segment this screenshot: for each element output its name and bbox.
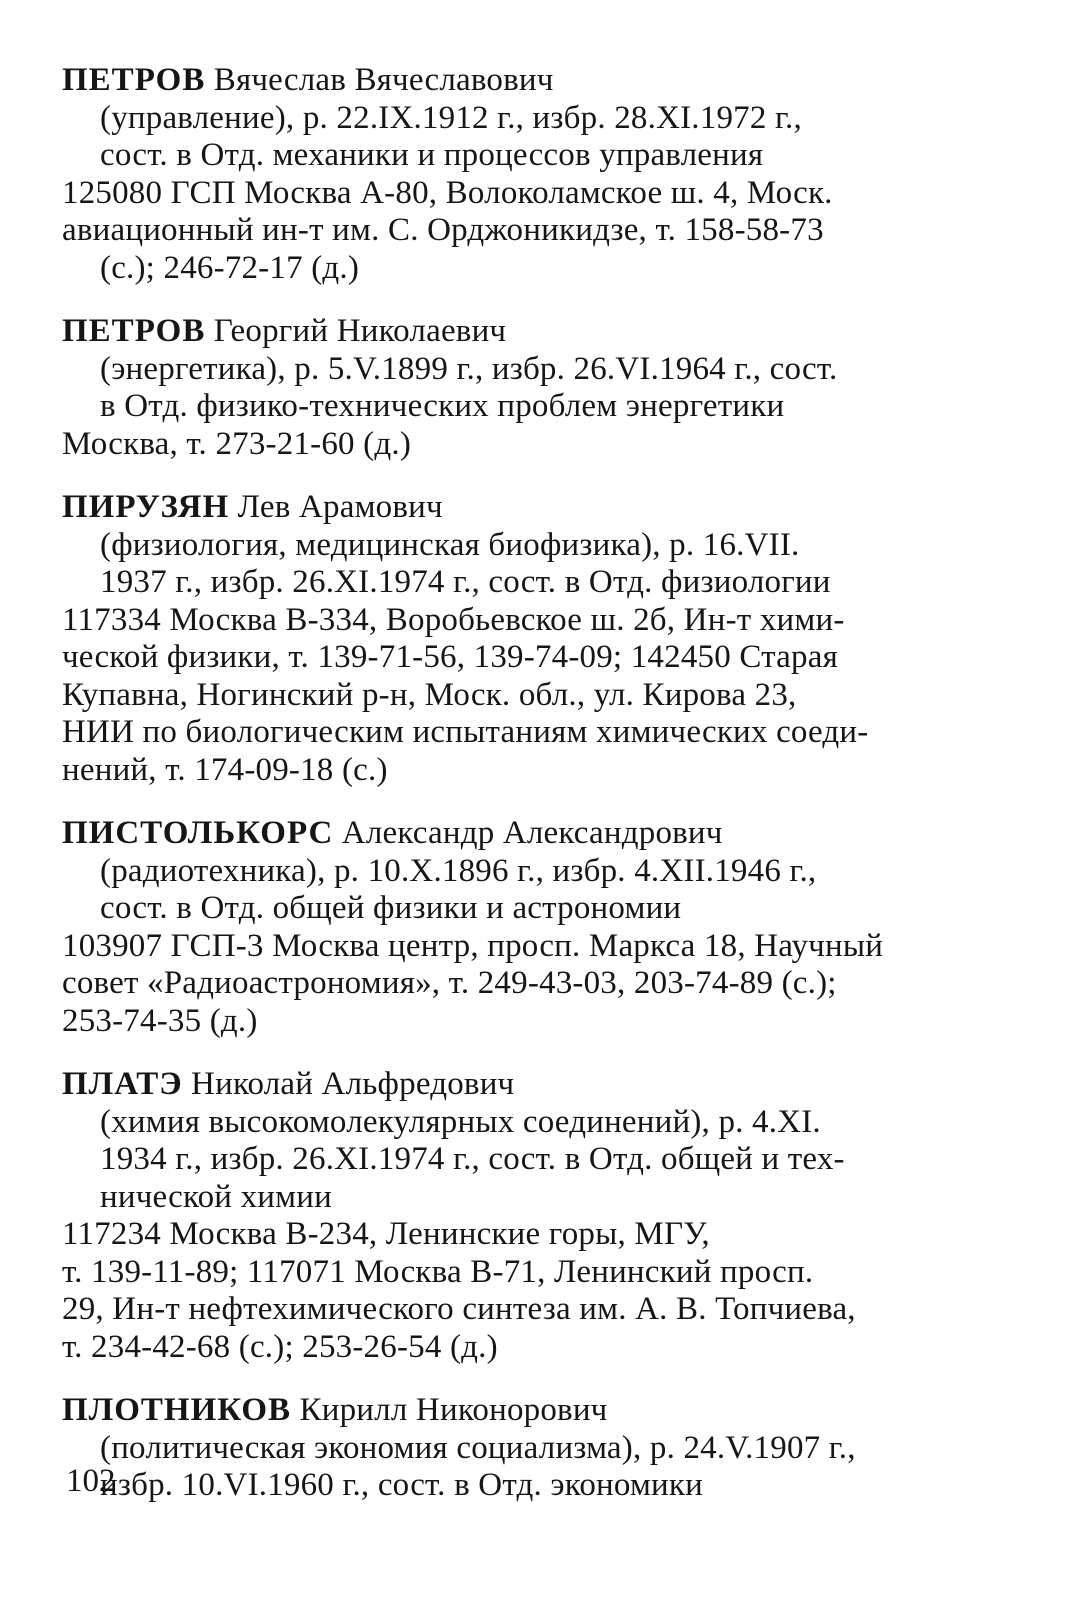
entry-line: сост. в Отд. общей физики и астрономии [100, 890, 682, 926]
entry-surname: ПЕТРОВ [62, 62, 206, 98]
entry-line: 29, Ин-т нефтехимического синтеза им. А. В. Топчиева, [62, 1291, 856, 1327]
entry-heading [62, 1066, 1037, 1104]
entry-line: 117234 Москва В-234, Ленинские горы, МГУ, [62, 1216, 710, 1252]
entry-line: 103907 ГСП-3 Москва центр, просп. Маркса 18, Научный [62, 927, 884, 964]
entry-given-name: Георгий Николаевич [213, 313, 507, 349]
entry-line: 1937 г., избр. 26.XI.1974 г., сост. в Отд. физиологии [100, 564, 831, 600]
entry-heading [62, 489, 1037, 527]
entry-line: НИИ по биологическим испытаниям химических соеди- [62, 714, 869, 750]
entry-line: нической химии [100, 1178, 332, 1215]
entry-plotnikov [62, 1392, 1037, 1505]
entry-plate [62, 1066, 1037, 1366]
entry-given-name: Вячеслав Вячеславович [213, 62, 554, 98]
entry-line: 1934 г., избр. 26.XI.1974 г., сост. в Отд. общей и тех- [100, 1141, 845, 1177]
entry-line: 253-74-35 (д.) [62, 1002, 258, 1039]
entry-line: (энергетика), р. 5.V.1899 г., избр. 26.VI.1964 г., сост. [100, 350, 838, 387]
entry-surname: ПИРУЗЯН [62, 489, 230, 525]
page-number: 102 [66, 1463, 116, 1499]
entry-heading [62, 313, 1037, 351]
entry-line: т. 234-42-68 (с.); 253-26-54 (д.) [62, 1328, 498, 1365]
entry-piruzyan [62, 489, 1037, 789]
entry-line: (управление), р. 22.IX.1912 г., избр. 28.XI.1972 г., [100, 99, 802, 136]
entry-petrov-vv [62, 62, 1037, 287]
entry-pistolkors [62, 815, 1037, 1040]
entry-heading [62, 815, 1037, 853]
entry-line: авиационный ин-т им. С. Орджоникидзе, т. 158-58-73 [62, 212, 824, 248]
entry-surname: ПИСТОЛЬКОРС [62, 815, 334, 851]
entry-line: сост. в Отд. механики и процессов управления [100, 137, 764, 173]
entry-line: Москва, т. 273-21-60 (д.) [62, 425, 412, 462]
entry-line: в Отд. физико-технических проблем энергетики [100, 388, 785, 424]
entry-line: (с.); 246-72-17 (д.) [100, 249, 360, 286]
entry-line: Купавна, Ногинский р-н, Моск. обл., ул. Кирова 23, [62, 676, 797, 713]
entry-given-name: Александр Александрович [341, 815, 723, 851]
entry-given-name: Николай Альфредович [191, 1066, 515, 1102]
entry-petrov-gn [62, 313, 1037, 463]
entry-line: совет «Радиоастрономия», т. 249-43-03, 203-74-89 (с.); [62, 965, 837, 1001]
entry-line: (радиотехника), р. 10.X.1896 г., избр. 4.XII.1946 г., [100, 852, 817, 889]
entry-surname: ПЛОТНИКОВ [62, 1392, 292, 1428]
entry-heading [62, 1392, 1037, 1430]
entry-line: ческой физики, т. 139-71-56, 139-74-09; 142450 Старая [62, 639, 838, 675]
entry-line: (политическая экономия социализма), р. 24.V.1907 г., [100, 1429, 856, 1466]
entry-line: 125080 ГСП Москва А-80, Волоколамское ш. 4, Моск. [62, 174, 833, 211]
entry-line: (химия высокомолекулярных соединений), р. 4.XI. [100, 1103, 821, 1140]
entry-surname: ПЕТРОВ [62, 313, 206, 349]
entry-given-name: Лев Арамович [237, 489, 443, 525]
entry-given-name: Кирилл Никонорович [299, 1392, 608, 1428]
entry-line: 117334 Москва В-334, Воробьевское ш. 2б, Ин-т хими- [62, 601, 845, 638]
entry-heading [62, 62, 1037, 100]
entry-line: нений, т. 174-09-18 (с.) [62, 751, 388, 788]
directory-page [62, 62, 1037, 1531]
entry-line: избр. 10.VI.1960 г., сост. в Отд. экономики [100, 1467, 704, 1503]
entry-line: т. 139-11-89; 117071 Москва В-71, Ленинский просп. [62, 1253, 814, 1290]
entry-surname: ПЛАТЭ [62, 1066, 183, 1102]
entry-line: (физиология, медицинская биофизика), р. 16.VII. [100, 526, 800, 563]
